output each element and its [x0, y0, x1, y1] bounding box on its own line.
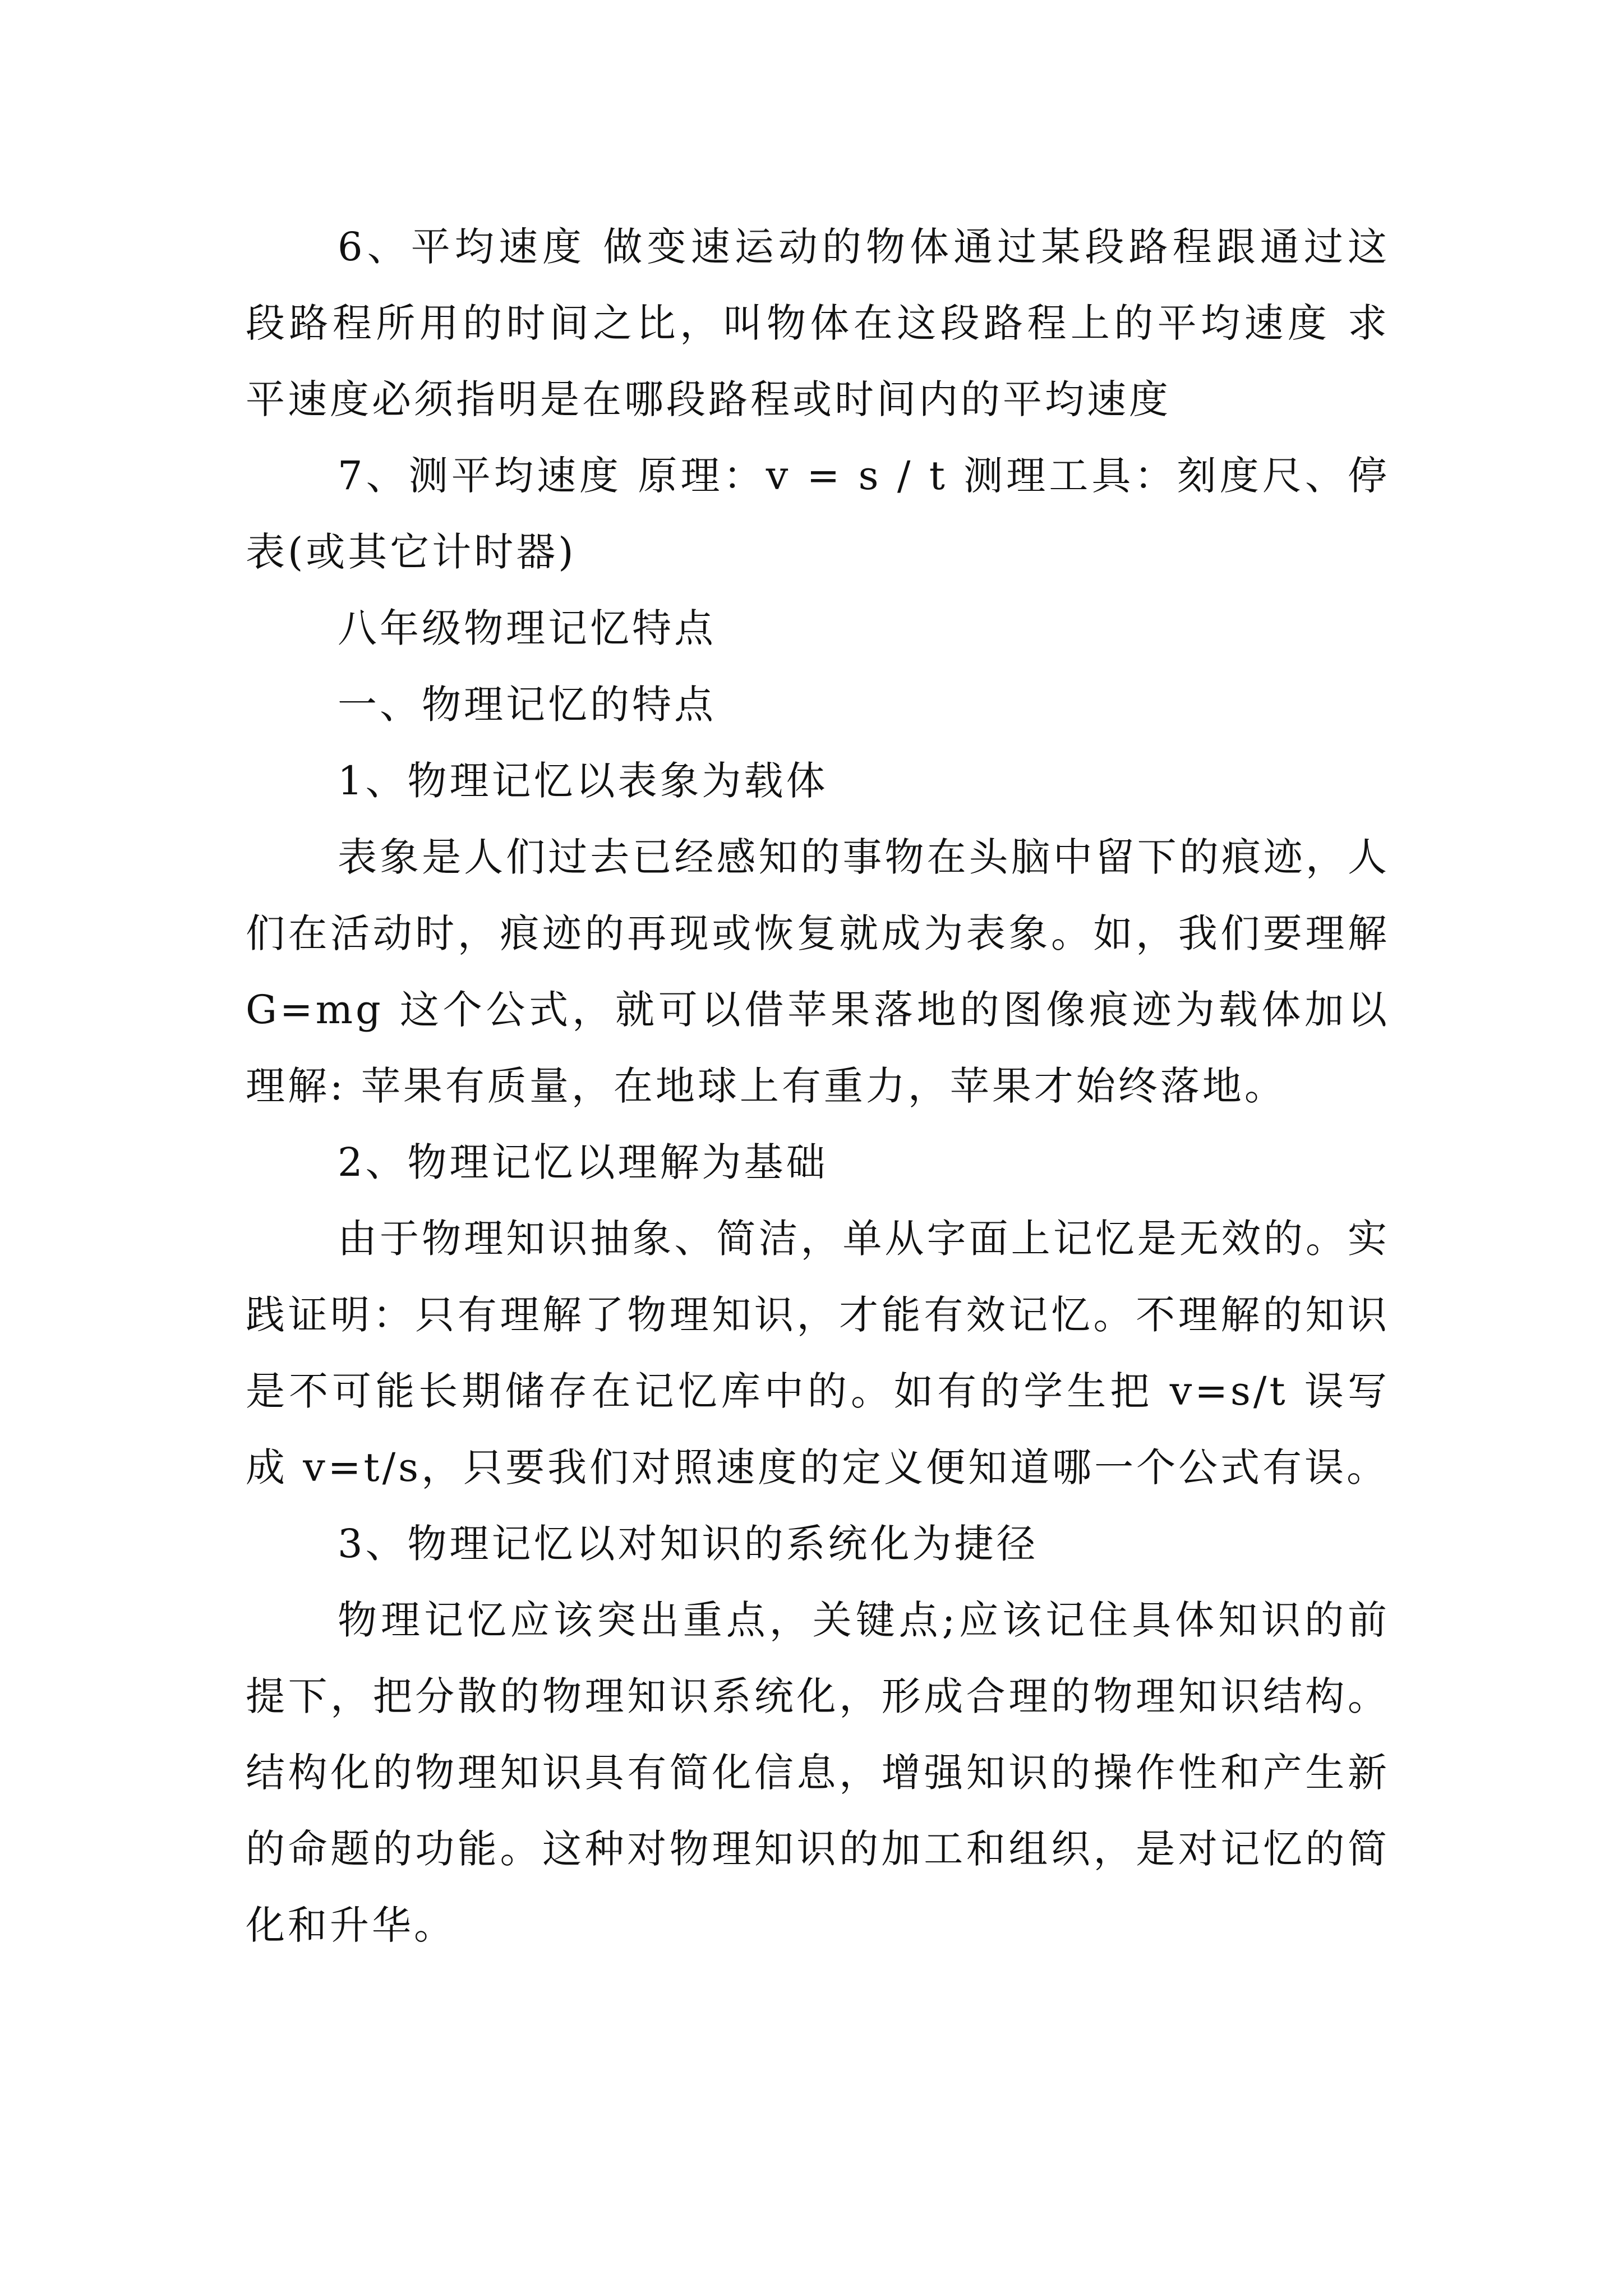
- paragraph-systematization: 物理记忆应该突出重点，关键点;应该记住具体知识的前提下，把分散的物理知识系统化，形成合理的物理知识结构。结构化的物理知识具有简化信息，增强知识的操作性和产生新的命题的功能。这种对物理知识的加工和组织，是对记忆的简化和升华。: [246, 1597, 1390, 1948]
- paragraph-understanding: 由于物理知识抽象、简洁，单从字面上记忆是无效的。实践证明：只有理解了物理知识，才能有效记忆。不理解的知识是不可能长期储存在记忆库中的。如有的学生把 v=s/t 误写成 v=t/s，只要我们对照速度的定义便知道哪一个公式有误。: [246, 1216, 1390, 1490]
- subheading-3: 3、物理记忆以对知识的系统化为捷径: [338, 1521, 1039, 1567]
- section-title: 八年级物理记忆特点: [338, 605, 716, 651]
- section-heading-1: 一、物理记忆的特点: [338, 682, 716, 728]
- subheading-2: 2、物理记忆以理解为基础: [338, 1139, 828, 1185]
- paragraph-imagery: 表象是人们过去已经感知的事物在头脑中留下的痕迹，人们在活动时，痕迹的再现或恢复就成为表象。如，我们要理解 G=mg 这个公式，就可以借苹果落地的图像痕迹为载体加以理解: 苹果有质量，在地球上有重力，苹果才始终落地。: [246, 834, 1390, 1109]
- paragraph-measure-speed: 7、测平均速度 原理：v = s / t 测理工具：刻度尺、停表(或其它计时器): [246, 453, 1390, 575]
- paragraph-average-speed: 6、平均速度 做变速运动的物体通过某段路程跟通过这段路程所用的时间之比，叫物体在这段路程上的平均速度 求平速度必须指明是在哪段路程或时间内的平均速度: [246, 224, 1390, 422]
- document-body: [246, 209, 1390, 1963]
- subheading-1: 1、物理记忆以表象为载体: [338, 758, 828, 804]
